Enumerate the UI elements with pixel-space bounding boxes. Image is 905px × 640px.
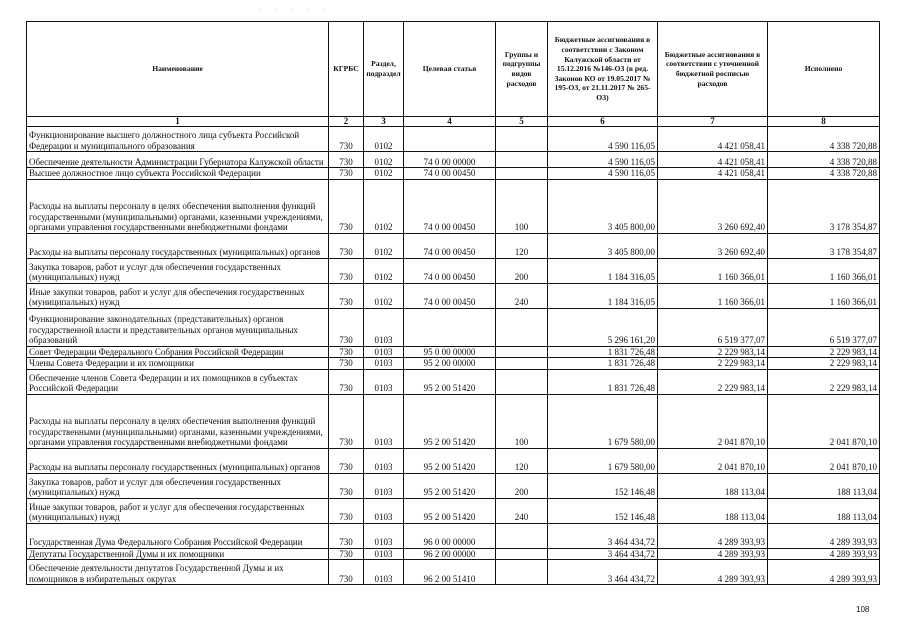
- row-group: [496, 560, 548, 585]
- table-row: [27, 283, 880, 308]
- table-row: [27, 560, 880, 585]
- row-kgrbs: 730: [329, 233, 364, 258]
- row-name: Совет Федерации Федерального Собрания Российской Федерации: [27, 346, 329, 358]
- row-law-amount: 4 590 116,05: [548, 168, 658, 180]
- row-approved-amount: 3 260 692,40: [658, 179, 768, 233]
- column-number: 3: [364, 117, 404, 127]
- row-law-amount: 4 590 116,05: [548, 127, 658, 152]
- table-row: [27, 346, 880, 358]
- row-kgrbs: 730: [329, 258, 364, 283]
- row-target: 95 2 00 51420: [404, 448, 496, 473]
- header-groups: Группы и подгруппы видов расходов: [496, 22, 548, 117]
- row-target: 74 0 00 00450: [404, 283, 496, 308]
- row-approved-amount: 4 421 058,41: [658, 127, 768, 152]
- row-section: 0102: [364, 233, 404, 258]
- column-number: 4: [404, 117, 496, 127]
- budget-table: [26, 21, 880, 585]
- row-section: 0102: [364, 179, 404, 233]
- row-approved-amount: 2 229 983,14: [658, 369, 768, 394]
- header-kgrbs: КГРБС: [329, 22, 364, 117]
- row-approved-amount: 188 113,04: [658, 498, 768, 523]
- row-section: 0103: [364, 498, 404, 523]
- row-law-amount: 1 184 316,05: [548, 258, 658, 283]
- row-executed-amount: 3 178 354,87: [768, 233, 880, 258]
- row-executed-amount: 6 519 377,07: [768, 308, 880, 346]
- row-law-amount: 1 679 580,00: [548, 394, 658, 448]
- row-section: 0103: [364, 308, 404, 346]
- row-kgrbs: 730: [329, 498, 364, 523]
- row-group: [496, 346, 548, 358]
- table-row: [27, 127, 880, 152]
- row-approved-amount: 2 041 870,10: [658, 394, 768, 448]
- row-section: 0102: [364, 127, 404, 152]
- table-row: [27, 233, 880, 258]
- table-row: [27, 473, 880, 498]
- row-name: Обеспечение деятельности депутатов Государственной Думы и их помощников в избирательных округах: [27, 560, 329, 585]
- row-kgrbs: 730: [329, 358, 364, 370]
- row-group: [496, 152, 548, 168]
- row-group: 240: [496, 283, 548, 308]
- row-group: 240: [496, 498, 548, 523]
- row-executed-amount: 2 041 870,10: [768, 394, 880, 448]
- row-name: Депутаты Государственной Думы и их помощники: [27, 548, 329, 560]
- row-kgrbs: 730: [329, 127, 364, 152]
- row-executed-amount: 4 338 720,88: [768, 168, 880, 180]
- scan-artifact-dots: · · · · ·: [258, 6, 331, 14]
- header-name: Наименование: [27, 22, 329, 117]
- table-row: [27, 548, 880, 560]
- row-executed-amount: 2 229 983,14: [768, 346, 880, 358]
- row-kgrbs: 730: [329, 346, 364, 358]
- row-executed-amount: 2 041 870,10: [768, 448, 880, 473]
- row-name: Функционирование высшего должностного лица субъекта Российской Федерации и муниципального образования: [27, 127, 329, 152]
- row-approved-amount: 4 421 058,41: [658, 168, 768, 180]
- row-approved-amount: 188 113,04: [658, 473, 768, 498]
- row-section: 0103: [364, 448, 404, 473]
- table-row: [27, 448, 880, 473]
- row-kgrbs: 730: [329, 523, 364, 548]
- table-header-row: [27, 22, 880, 117]
- row-executed-amount: 4 338 720,88: [768, 127, 880, 152]
- row-approved-amount: 1 160 366,01: [658, 283, 768, 308]
- row-approved-amount: 4 421 058,41: [658, 152, 768, 168]
- row-name: Закупка товаров, работ и услуг для обеспечения государственных (муниципальных) нужд: [27, 258, 329, 283]
- row-name: Расходы на выплаты персоналу государственных (муниципальных) органов: [27, 233, 329, 258]
- row-executed-amount: 188 113,04: [768, 498, 880, 523]
- row-target: 96 2 00 51410: [404, 560, 496, 585]
- column-number: 5: [496, 117, 548, 127]
- row-approved-amount: 4 289 393,93: [658, 523, 768, 548]
- table-row: [27, 152, 880, 168]
- row-section: 0103: [364, 346, 404, 358]
- row-approved-amount: 2 229 983,14: [658, 346, 768, 358]
- row-section: 0103: [364, 369, 404, 394]
- row-target: 95 2 00 51420: [404, 369, 496, 394]
- row-name: Высшее должностное лицо субъекта Российской Федерации: [27, 168, 329, 180]
- row-executed-amount: 2 229 983,14: [768, 369, 880, 394]
- row-name: Закупка товаров, работ и услуг для обеспечения государственных (муниципальных) нужд: [27, 473, 329, 498]
- table-row: [27, 179, 880, 233]
- column-number: 1: [27, 117, 329, 127]
- row-executed-amount: 188 113,04: [768, 473, 880, 498]
- row-law-amount: 1 831 726,48: [548, 369, 658, 394]
- row-kgrbs: 730: [329, 179, 364, 233]
- row-law-amount: 1 184 316,05: [548, 283, 658, 308]
- row-target: 95 2 00 51420: [404, 498, 496, 523]
- row-kgrbs: 730: [329, 283, 364, 308]
- row-executed-amount: 4 289 393,93: [768, 560, 880, 585]
- row-name: Функционирование законодательных (представительных) органов государственной власти и представительных органов муниципальных образований: [27, 308, 329, 346]
- row-group: 120: [496, 448, 548, 473]
- row-section: 0103: [364, 473, 404, 498]
- row-law-amount: 1 831 726,48: [548, 358, 658, 370]
- row-kgrbs: 730: [329, 448, 364, 473]
- row-target: 96 0 00 00000: [404, 523, 496, 548]
- row-kgrbs: 730: [329, 308, 364, 346]
- row-kgrbs: 730: [329, 560, 364, 585]
- table-body: [27, 127, 880, 585]
- page-number: 108: [856, 605, 870, 614]
- row-approved-amount: 1 160 366,01: [658, 258, 768, 283]
- row-section: 0103: [364, 394, 404, 448]
- row-name: Обеспечение деятельности Администрации Губернатора Калужской области: [27, 152, 329, 168]
- table-row: [27, 258, 880, 283]
- row-kgrbs: 730: [329, 168, 364, 180]
- row-law-amount: 3 405 800,00: [548, 233, 658, 258]
- row-target: 74 0 00 00450: [404, 258, 496, 283]
- row-name: Государственная Дума Федерального Собрания Российской Федерации: [27, 523, 329, 548]
- column-number: 8: [768, 117, 880, 127]
- row-kgrbs: 730: [329, 394, 364, 448]
- row-section: 0102: [364, 152, 404, 168]
- row-name: Иные закупки товаров, работ и услуг для обеспечения государственных (муниципальных) нужд: [27, 283, 329, 308]
- table-row: [27, 523, 880, 548]
- header-executed: Исполнено: [768, 22, 880, 117]
- row-kgrbs: 730: [329, 369, 364, 394]
- row-kgrbs: 730: [329, 548, 364, 560]
- row-law-amount: 3 405 800,00: [548, 179, 658, 233]
- row-law-amount: 3 464 434,72: [548, 548, 658, 560]
- row-approved-amount: 6 519 377,07: [658, 308, 768, 346]
- row-section: 0102: [364, 283, 404, 308]
- row-target: 95 0 00 00000: [404, 346, 496, 358]
- row-executed-amount: 2 229 983,14: [768, 358, 880, 370]
- header-section: Раздел, подраздел: [364, 22, 404, 117]
- row-section: 0103: [364, 523, 404, 548]
- row-approved-amount: 4 289 393,93: [658, 548, 768, 560]
- row-law-amount: 1 831 726,48: [548, 346, 658, 358]
- row-executed-amount: 3 178 354,87: [768, 179, 880, 233]
- header-law-allocations: Бюджетные ассигнования в соответствии с Законом Калужской области от 15.12.2016 №146-ОЗ (в ред. Законов КО от 19.05.2017 № 195-ОЗ, от 21.11.2017 № 265-ОЗ): [548, 22, 658, 117]
- row-target: 96 2 00 00000: [404, 548, 496, 560]
- row-target: 74 0 00 00450: [404, 168, 496, 180]
- row-target: 95 2 00 51420: [404, 473, 496, 498]
- row-executed-amount: 4 289 393,93: [768, 548, 880, 560]
- row-kgrbs: 730: [329, 473, 364, 498]
- row-group: [496, 369, 548, 394]
- row-law-amount: 3 464 434,72: [548, 523, 658, 548]
- row-group: [496, 308, 548, 346]
- row-target: 74 0 00 00450: [404, 179, 496, 233]
- row-target: 95 2 00 51420: [404, 394, 496, 448]
- row-name: Обеспечение членов Совета Федерации и их помощников в субъектах Российской Федерации: [27, 369, 329, 394]
- row-group: [496, 523, 548, 548]
- row-name: Расходы на выплаты персоналу в целях обеспечения выполнения функций государственными (муниципальными) органами, казенными учреждениями, органами управления государственными внебюджетными фондами: [27, 179, 329, 233]
- column-number: 7: [658, 117, 768, 127]
- row-law-amount: 5 296 161,20: [548, 308, 658, 346]
- row-approved-amount: 3 260 692,40: [658, 233, 768, 258]
- row-executed-amount: 4 338 720,88: [768, 152, 880, 168]
- row-approved-amount: 2 041 870,10: [658, 448, 768, 473]
- row-name: Расходы на выплаты персоналу в целях обеспечения выполнения функций государственными (муниципальными) органами, казенными учреждениями, органами управления государственными внебюджетными фондами: [27, 394, 329, 448]
- row-group: 100: [496, 179, 548, 233]
- row-group: 100: [496, 394, 548, 448]
- table-row: [27, 358, 880, 370]
- column-number: 2: [329, 117, 364, 127]
- row-group: 200: [496, 473, 548, 498]
- row-name: Расходы на выплаты персоналу государственных (муниципальных) органов: [27, 448, 329, 473]
- row-name: Иные закупки товаров, работ и услуг для обеспечения государственных (муниципальных) нужд: [27, 498, 329, 523]
- row-group: [496, 358, 548, 370]
- table-row: [27, 369, 880, 394]
- row-law-amount: 4 590 116,05: [548, 152, 658, 168]
- row-section: 0103: [364, 548, 404, 560]
- row-section: 0103: [364, 358, 404, 370]
- table-row: [27, 498, 880, 523]
- row-group: [496, 548, 548, 560]
- table-row: [27, 308, 880, 346]
- header-target: Целевая статья: [404, 22, 496, 117]
- column-number: 6: [548, 117, 658, 127]
- row-law-amount: 1 679 580,00: [548, 448, 658, 473]
- row-name: Члены Совета Федерации и их помощники: [27, 358, 329, 370]
- row-group: 120: [496, 233, 548, 258]
- row-approved-amount: 4 289 393,93: [658, 560, 768, 585]
- column-number-row: [27, 117, 880, 127]
- header-approved-allocations: Бюджетные ассигнования в соответствии с уточненной бюджетной росписью расходов: [658, 22, 768, 117]
- row-law-amount: 152 146,48: [548, 473, 658, 498]
- row-approved-amount: 2 229 983,14: [658, 358, 768, 370]
- row-executed-amount: 4 289 393,93: [768, 523, 880, 548]
- table-row: [27, 168, 880, 180]
- row-executed-amount: 1 160 366,01: [768, 258, 880, 283]
- row-law-amount: 152 146,48: [548, 498, 658, 523]
- row-section: 0103: [364, 560, 404, 585]
- row-executed-amount: 1 160 366,01: [768, 283, 880, 308]
- row-section: 0102: [364, 258, 404, 283]
- table-row: [27, 394, 880, 448]
- row-target: 95 2 00 00000: [404, 358, 496, 370]
- row-kgrbs: 730: [329, 152, 364, 168]
- row-target: [404, 127, 496, 152]
- row-law-amount: 3 464 434,72: [548, 560, 658, 585]
- row-group: 200: [496, 258, 548, 283]
- row-target: 74 0 00 00450: [404, 233, 496, 258]
- row-group: [496, 168, 548, 180]
- row-target: [404, 308, 496, 346]
- row-section: 0102: [364, 168, 404, 180]
- row-group: [496, 127, 548, 152]
- row-target: 74 0 00 00000: [404, 152, 496, 168]
